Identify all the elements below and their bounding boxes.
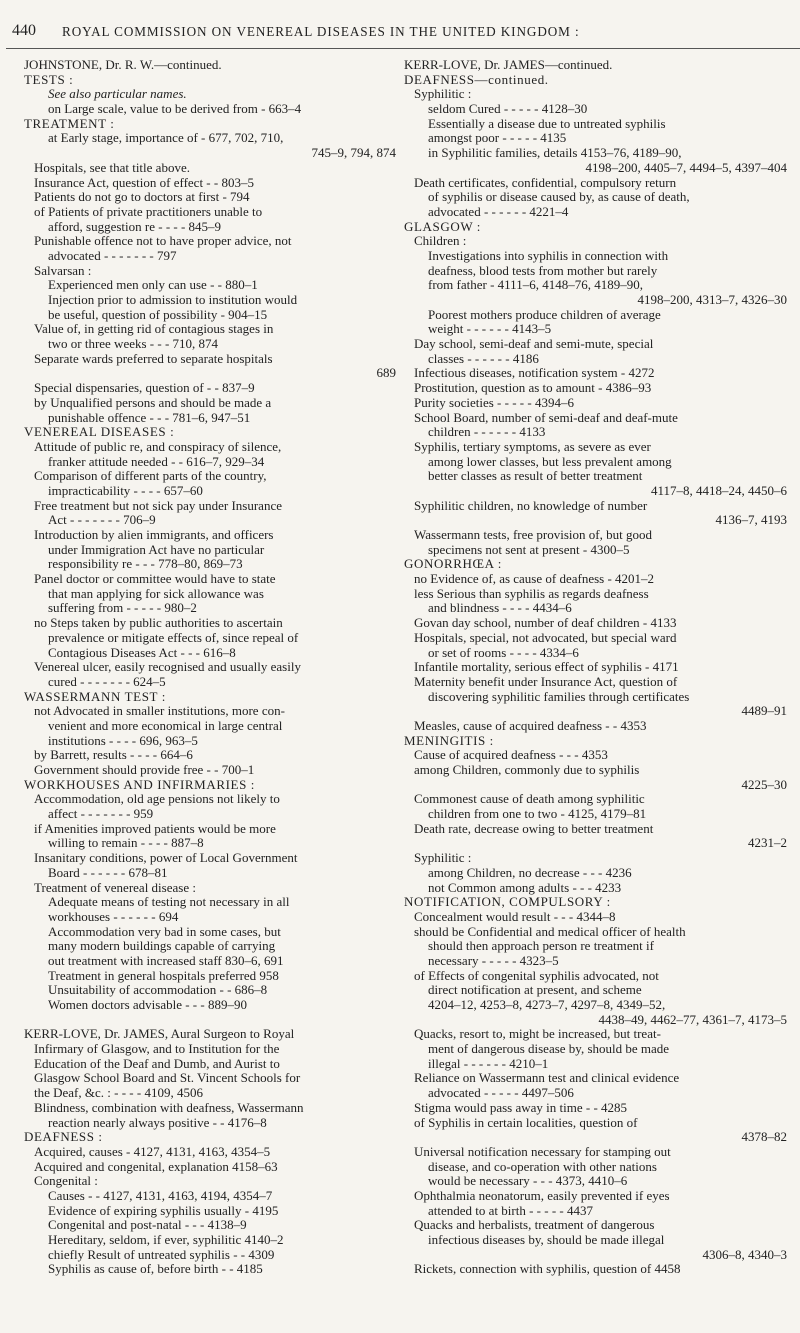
index-entry-line: or set of rooms - - - - 4334–6 [428,645,579,660]
index-entry-line: children from one to two - 4125, 4179–81 [428,807,647,822]
index-entry-line: Patients do not go to doctors at first - 794 [34,190,250,205]
index-entry-line: impracticability - - - - 657–60 [48,483,203,498]
index-entry-line: institutions - - - - 696, 963–5 [48,733,198,748]
index-entry-line: punishable offence - - - 781–6, 947–51 [48,410,251,425]
index-entry-line: franker attitude needed - - 616–7, 929–34 [48,454,265,469]
index-section-heading: GONORRHŒA : [404,557,502,572]
index-entry-line: disease, and co-operation with other nations [428,1159,657,1174]
index-entry-line: School Board, number of semi-deaf and deaf-mute [414,410,678,425]
index-entry-line: discovering syphilitic families through certificates [428,689,690,704]
index-entry-line: Experienced men only can use - - 880–1 [48,278,258,293]
index-entry-line: Insanitary conditions, power of Local Government [34,851,298,866]
index-entry-line: amongst poor - - - - - 4135 [428,131,567,146]
index-entry-line: 4489–91 [741,704,787,719]
index-entry-line: should then approach person re treatment if [428,939,654,954]
index-entry-line: no Evidence of, as cause of deafness - 4201–2 [414,572,655,587]
index-entry-line: Unsuitability of accommodation - - 686–8 [48,983,268,998]
index-entry-line: Women doctors advisable - - - 889–90 [48,998,247,1012]
index-entry-line: from father - 4111–6, 4148–76, 4189–90, [428,278,643,293]
index-entry-line: Special dispensaries, question of - - 837–9 [34,381,255,396]
running-title: ROYAL COMMISSION ON VENEREAL DISEASES IN THE UNITED KINGDOM : [62,24,580,39]
index-entry-line: under Immigration Act have no particular [48,542,265,557]
index-entry-line: Quacks and herbalists, treatment of dangerous [414,1218,655,1233]
index-entry-line: among lower classes, but less prevalent among [428,454,672,469]
index-entry-line: Measles, cause of acquired deafness - - 4353 [414,718,647,733]
index-entry-line: Syphilitic : [414,87,472,102]
index-entry-line: Reliance on Wassermann test and clinical evidence [414,1071,680,1086]
index-entry-line: advocated - - - - - - - 797 [48,248,177,263]
index-entry-line: 689 [376,366,396,381]
index-entry-line: Acquired, causes - 4127, 4131, 4163, 4354–5 [34,1144,271,1159]
index-entry-line: 4306–8, 4340–3 [702,1247,787,1262]
index-entry-line: Concealment would result - - - 4344–8 [414,909,616,924]
index-section-heading: WASSERMANN TEST : [24,689,166,704]
index-entry-line: chiefly Result of untreated syphilis - - 4309 [48,1247,275,1262]
index-column-left [24,58,396,1277]
index-entry-line: and blindness - - - - 4434–6 [428,601,572,616]
index-entry-line: Wassermann tests, free provision of, but good [414,528,652,542]
index-entry-line: Syphilitic children, no knowledge of number [414,498,648,513]
index-section-heading: TREATMENT : [24,116,115,131]
index-entry-line: 4231–2 [748,836,787,851]
header-rule [6,48,800,49]
index-entry-line: ment of dangerous disease by, should be made [428,1042,670,1057]
index-entry-line: Infirmary of Glasgow, and to Institution for the [34,1042,280,1057]
index-entry-line: Accommodation very bad in some cases, but [48,924,281,939]
index-entry-line: that man applying for sick allowance was [48,586,264,601]
index-entry-line: willing to remain - - - - 887–8 [48,836,204,851]
index-entry-line: 745–9, 794, 874 [311,146,396,161]
index-entry-line: on Large scale, value to be derived from - 663–4 [48,102,302,117]
index-entry-line: Education of the Deaf and Dumb, and Aurist to [34,1056,280,1071]
index-entry-line: of Effects of congenital syphilis advocated, not [414,968,659,983]
index-entry-line: Infectious diseases, notification system - 4272 [414,366,655,381]
index-entry-line: See also particular names. [48,87,187,102]
index-entry-line: should be Confidential and medical officer of health [414,924,686,939]
index-entry-line: Rickets, connection with syphilis, question of 4458 [414,1262,681,1277]
index-entry-line: by Barrett, results - - - - 664–6 [34,748,193,763]
index-entry-line: responsibility re - - - 778–80, 869–73 [48,557,243,572]
index-entry-line: suffering from - - - - - 980–2 [48,601,197,616]
index-entry-line: Act - - - - - - - 706–9 [48,513,156,528]
index-entry-line: Treatment in general hospitals preferred 958 [48,968,279,983]
index-entry-line: specimens not sent at present - 4300–5 [428,542,630,557]
index-entry-line: seldom Cured - - - - - 4128–30 [428,102,588,117]
index-entry-line: 4117–8, 4418–24, 4450–6 [650,483,787,498]
index-entry-line: afford, suggestion re - - - - 845–9 [48,219,222,234]
index-heading: KERR-LOVE, Dr. JAMES, Aural Surgeon to Royal [24,1027,295,1042]
index-entry-line: prevalence or mitigate effects of, since repeal of [48,630,299,645]
index-entry-line: venient and more economical in large central [48,718,283,733]
page-number: 440 [12,22,36,39]
index-entry-line: advocated - - - - - - 4221–4 [428,204,569,219]
index-entry-line: Ophthalmia neonatorum, easily prevented if eyes [414,1188,670,1203]
index-entry-line: Essentially a disease due to untreated syphilis [428,116,666,131]
index-entry-line: direct notification at present, and scheme [428,983,642,998]
index-entry-line: Treatment of venereal disease : [34,880,196,895]
index-entry-line: illegal - - - - - - 4210–1 [428,1056,549,1071]
index-entry-line: Prostitution, question as to amount - 4386–93 [414,381,652,396]
index-entry-line: Hospitals, special, not advocated, but special ward [414,630,677,645]
index-entry-line: of Patients of private practitioners unable to [34,204,263,219]
index-entry-line: Adequate means of testing not necessary in all [48,895,290,910]
index-entry-line: Commonest cause of death among syphilitic [414,792,645,807]
index-entry-line: Hospitals, see that title above. [34,160,190,175]
index-entry-line: Government should provide free - - 700–1 [34,763,255,777]
index-entry-line: Syphilis as cause of, before birth - - 4185 [48,1262,263,1277]
index-entry-line: Separate wards preferred to separate hospitals [34,351,273,366]
index-entry-line [24,1013,396,1028]
index-entry-line: no Steps taken by public authorities to ascertain [34,616,283,631]
index-entry-line: Congenital : [34,1174,98,1189]
index-section-heading: WORKHOUSES AND INFIRMARIES : [24,777,255,792]
index-entry-line: better classes as result of better treatment [428,469,643,484]
index-entry-line: advocated - - - - - 4497–506 [428,1086,574,1101]
index-section-heading: GLASGOW : [404,219,482,234]
index-entry-line: workhouses - - - - - - 694 [48,909,179,924]
index-entry-line: Stigma would pass away in time - - 4285 [414,1100,628,1115]
index-entry-line: 4136–7, 4193 [715,513,787,528]
index-entry-line: Glasgow School Board and St. Vincent Schools for [34,1071,301,1086]
index-entry-line: classes - - - - - - 4186 [428,351,539,366]
index-entry-line: Universal notification necessary for stamping out [414,1144,671,1159]
index-entry-line: in Syphilitic families, details 4153–76, 4189–90, [428,146,682,161]
index-entry-line: not Advocated in smaller institutions, more con- [34,704,285,719]
index-section-heading: MENINGITIS : [404,733,494,748]
index-entry-line: Hereditary, seldom, if ever, syphilitic 4140–2 [48,1233,284,1247]
index-entry-line: many modern buildings capable of carrying [48,939,276,954]
index-entry-line: Venereal ulcer, easily recognised and usually easily [34,660,301,675]
index-entry-line: Accommodation, old age pensions not likely to [34,792,280,807]
index-entry-line: Syphilitic : [414,851,472,866]
index-heading: JOHNSTONE, Dr. R. W.—continued. [24,58,222,72]
index-section-heading: DEAFNESS—continued. [404,72,549,87]
index-entry-line: Investigations into syphilis in connection with [428,248,669,263]
index-entry-line: if Amenities improved patients would be more [34,821,276,836]
index-entry-line: cured - - - - - - - 624–5 [48,674,166,689]
index-entry-line: 4198–200, 4405–7, 4494–5, 4397–404 [585,160,787,175]
index-entry-line: Syphilis, tertiary symptoms, as severe as ever [414,439,651,454]
index-entry-line: Comparison of different parts of the country, [34,469,267,484]
index-section-heading: VENEREAL DISEASES : [24,425,175,440]
index-entry-line: Infantile mortality, serious effect of syphilis - 4171 [414,660,679,675]
index-entry-line: by Unqualified persons and should be made a [34,395,272,410]
index-entry-line: Salvarsan : [34,263,92,278]
index-entry-line: children - - - - - - 4133 [428,425,546,440]
index-entry-line: Free treatment but not sick pay under Insurance [34,498,282,513]
index-entry-line: the Deaf, &c. : - - - - 4109, 4506 [34,1086,203,1101]
index-entry-line: among Children, commonly due to syphilis [414,763,640,777]
index-entry-line: Death rate, decrease owing to better treatment [414,821,654,836]
index-entry-line: of syphilis or disease caused by, as cause of death, [428,190,690,205]
index-entry-line: Day school, semi-deaf and semi-mute, special [414,337,654,352]
index-entry-line: be useful, question of possibility - 904–15 [48,307,268,322]
index-section-heading: NOTIFICATION, COMPULSORY : [404,895,611,910]
index-entry-line: deafness, blood tests from mother but rarely [428,263,658,278]
index-entry-line: Purity societies - - - - - 4394–6 [414,395,574,410]
index-entry-line: infectious diseases by, should be made illegal [428,1233,665,1247]
index-entry-line: affect - - - - - - - 959 [48,807,154,822]
index-entry-line: Panel doctor or committee would have to state [34,572,276,587]
index-entry-line: Contagious Diseases Act - - - 616–8 [48,645,236,660]
index-entry-line: Govan day school, number of deaf children - 4133 [414,616,677,631]
index-entry-line: Poorest mothers produce children of average [428,307,661,322]
index-section-heading: DEAFNESS : [24,1130,103,1145]
index-entry-line: less Serious than syphilis as regards deafness [414,586,649,601]
index-section-heading: TESTS : [24,72,74,87]
index-entry-line: Insurance Act, question of effect - - 803–5 [34,175,254,190]
index-entry-line: of Syphilis in certain localities, question of [414,1115,638,1130]
index-entry-line: necessary - - - - - 4323–5 [428,953,559,968]
index-entry-line: weight - - - - - - 4143–5 [428,322,552,337]
index-entry-line: Punishable offence not to have proper advice, not [34,234,292,249]
index-entry-line: 4225–30 [741,777,787,792]
index-entry-line: Board - - - - - - 678–81 [48,865,168,880]
index-entry-line: Attitude of public re, and conspiracy of silence, [34,439,282,454]
index-entry-line: 4378–82 [741,1130,787,1145]
index-entry-line: not Common among adults - - - 4233 [428,880,622,895]
index-entry-line: two or three weeks - - - 710, 874 [48,337,219,352]
index-entry-line: among Children, no decrease - - - 4236 [428,865,632,880]
index-entry-line: Acquired and congenital, explanation 4158–63 [34,1159,278,1174]
index-entry-line: Quacks, resort to, might be increased, but treat- [414,1027,661,1042]
index-entry-line: 4204–12, 4253–8, 4273–7, 4297–8, 4349–52, [428,998,666,1012]
index-entry-line: reaction nearly always positive - - 4176–8 [48,1115,267,1130]
index-entry-line: Causes - - 4127, 4131, 4163, 4194, 4354–7 [48,1188,273,1203]
index-entry-line: Blindness, combination with deafness, Wassermann [34,1100,304,1115]
index-entry-line: Maternity benefit under Insurance Act, question of [414,674,678,689]
index-entry-line: out treatment with increased staff 830–6, 691 [48,953,284,968]
index-entry-line: Introduction by alien immigrants, and officers [34,528,274,542]
index-entry-line: 4438–49, 4462–77, 4361–7, 4173–5 [598,1012,787,1027]
index-entry-line: Value of, in getting rid of contagious stages in [34,322,274,337]
index-entry-line: Death certificates, confidential, compulsory return [414,175,677,190]
index-entry-line: would be necessary - - - 4373, 4410–6 [428,1174,628,1189]
index-entry-line: Cause of acquired deafness - - - 4353 [414,748,608,763]
index-heading: KERR-LOVE, Dr. JAMES—continued. [404,58,613,72]
index-entry-line: Evidence of expiring syphilis usually - 4195 [48,1203,279,1218]
index-entry-line: attended to at birth - - - - - 4437 [428,1203,593,1218]
index-entry-line: Children : [414,234,467,249]
index-column-right [404,58,787,1277]
index-entry-line: Injection prior to admission to institution would [48,293,298,307]
page-header [0,22,800,42]
index-entry-line: Congenital and post-natal - - - 4138–9 [48,1218,247,1233]
index-entry-line: 4198–200, 4313–7, 4326–30 [637,293,787,307]
index-entry-line: at Early stage, importance of - 677, 702, 710, [48,131,284,146]
